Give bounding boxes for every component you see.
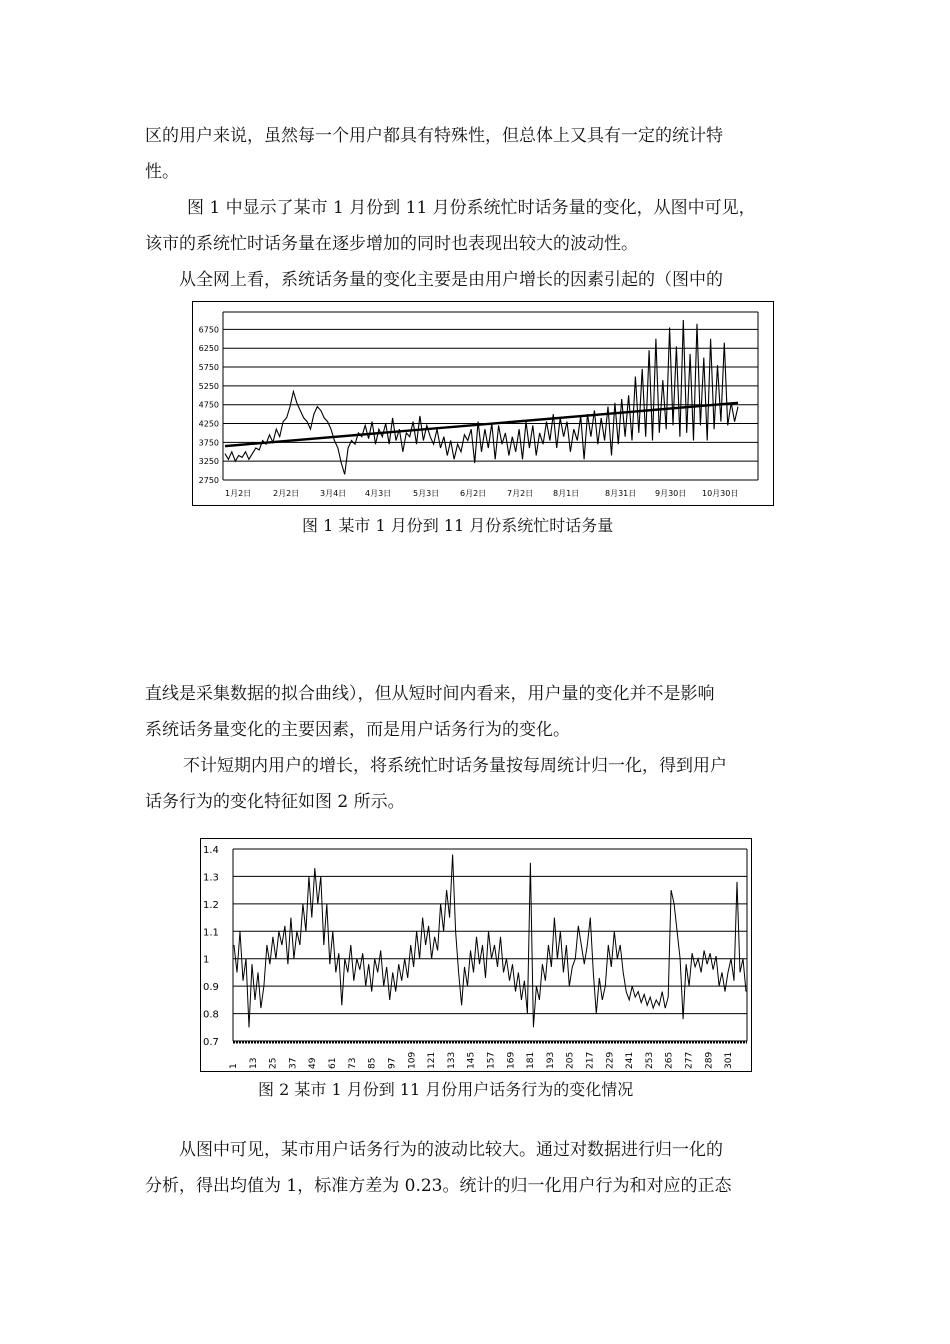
x-tick-label: 265 [664,1051,675,1069]
x-tick-label: 241 [625,1051,636,1069]
fit-line [225,403,738,446]
x-tick-label: 121 [427,1051,438,1069]
text-line: 话务行为的变化特征如图 2 所示。 [145,792,405,812]
x-tick-label: 277 [684,1051,695,1069]
x-tick-label: 8月1日 [553,489,580,498]
x-tick-label: 301 [724,1051,735,1069]
x-tick-label: 133 [446,1051,457,1069]
x-tick-label: 49 [308,1057,319,1069]
x-tick-label: 7月2日 [507,489,534,498]
x-tick-label: 205 [565,1051,576,1069]
chart-1 [193,302,773,505]
x-tick-label: 253 [644,1051,655,1069]
y-tick-label: 1.4 [203,845,219,856]
y-tick-label: 3250 [198,457,219,467]
y-tick-label: 0.8 [203,1009,219,1021]
paragraph-3-start [145,262,800,298]
y-tick-label: 1 [203,954,210,966]
x-tick-label: 85 [367,1057,378,1069]
text-line: 该市的系统忙时话务量在逐步增加的同时也表现出较大的波动性。 [145,234,638,254]
text-line: 不计短期内用户的增长，将系统忙时话务量按每周统计归一化，得到用户 [183,756,727,776]
x-tick-label: 1月2日 [225,489,252,498]
figure-1-caption: 图 1 某市 1 月份到 11 月份系统忙时话务量 [302,516,614,535]
x-tick-label: 109 [407,1051,418,1069]
text-line: 分析，得出均值为 1，标准方差为 0.23。统计的归一化用户行为和对应的正态 [145,1176,732,1196]
text-line: 从全网上看，系统话务量的变化主要是由用户增长的因素引起的（图中的 [179,270,723,290]
x-tick-label: 2月2日 [273,489,300,498]
x-tick-label: 193 [545,1051,556,1069]
text-line: 图 1 中显示了某市 1 月份到 11 月份系统忙时话务量的变化，从图中可见， [187,198,756,218]
x-tick-label: 4月3日 [365,489,392,498]
x-tick-label: 73 [347,1057,358,1069]
x-tick-label: 6月2日 [460,489,487,498]
y-tick-label: 5250 [198,381,219,391]
chart-2 [201,839,751,1071]
text-line: 系统话务量变化的主要因素，而是用户话务行为的变化。 [145,720,570,740]
y-tick-label: 6250 [198,344,219,354]
x-tick-label: 1 [229,1063,239,1069]
y-tick-label: 4250 [198,419,219,429]
paragraph-3-cont [145,676,800,748]
x-tick-label: 145 [466,1051,477,1069]
x-tick-label: 289 [704,1051,715,1069]
x-tick-label: 97 [387,1057,398,1069]
y-tick-label: 6750 [198,325,219,335]
y-tick-label: 1.3 [203,872,219,884]
x-tick-label: 9月30日 [655,489,687,498]
x-tick-label: 169 [506,1051,517,1069]
y-tick-label: 0.9 [203,982,219,994]
x-tick-label: 25 [268,1057,279,1069]
paragraph-4 [145,748,800,820]
x-tick-label: 61 [328,1057,338,1069]
figure-1 [192,301,774,506]
figure-2 [200,838,752,1072]
paragraph-1 [145,118,800,190]
y-tick-label: 2750 [198,476,219,485]
x-tick-label: 13 [248,1057,259,1069]
data-series-line [225,320,738,474]
x-tick-label: 5月3日 [413,489,440,498]
y-tick-label: 1.1 [203,927,219,939]
text-line: 从图中可见，某市用户话务行为的波动比较大。通过对数据进行归一化的 [179,1140,723,1160]
y-tick-label: 5750 [198,363,219,373]
x-tick-label: 181 [526,1051,537,1069]
y-tick-label: 0.7 [203,1037,219,1048]
figure-2-caption: 图 2 某市 1 月份到 11 月份用户话务行为的变化情况 [258,1080,634,1099]
data-series-line [234,855,746,1028]
x-tick-label: 10月30日 [702,489,739,498]
paragraph-2 [145,190,800,262]
text-line: 直线是采集数据的拟合曲线），但从短时间内看来，用户量的变化并不是影响 [145,684,715,704]
text-line: 性。 [145,162,179,182]
x-tick-label: 229 [605,1051,616,1069]
x-tick-label: 157 [486,1051,497,1069]
text-line: 区的用户来说，虽然每一个用户都具有特殊性，但总体上又具有一定的统计特 [145,126,723,146]
y-tick-label: 1.2 [203,899,219,911]
paragraph-5 [145,1132,800,1204]
x-tick-label: 8月31日 [605,489,637,498]
y-tick-label: 3750 [198,438,219,448]
x-tick-label: 217 [585,1051,596,1069]
y-tick-label: 4750 [198,400,219,410]
x-tick-label: 37 [288,1057,299,1069]
x-tick-label: 3月4日 [320,489,347,498]
